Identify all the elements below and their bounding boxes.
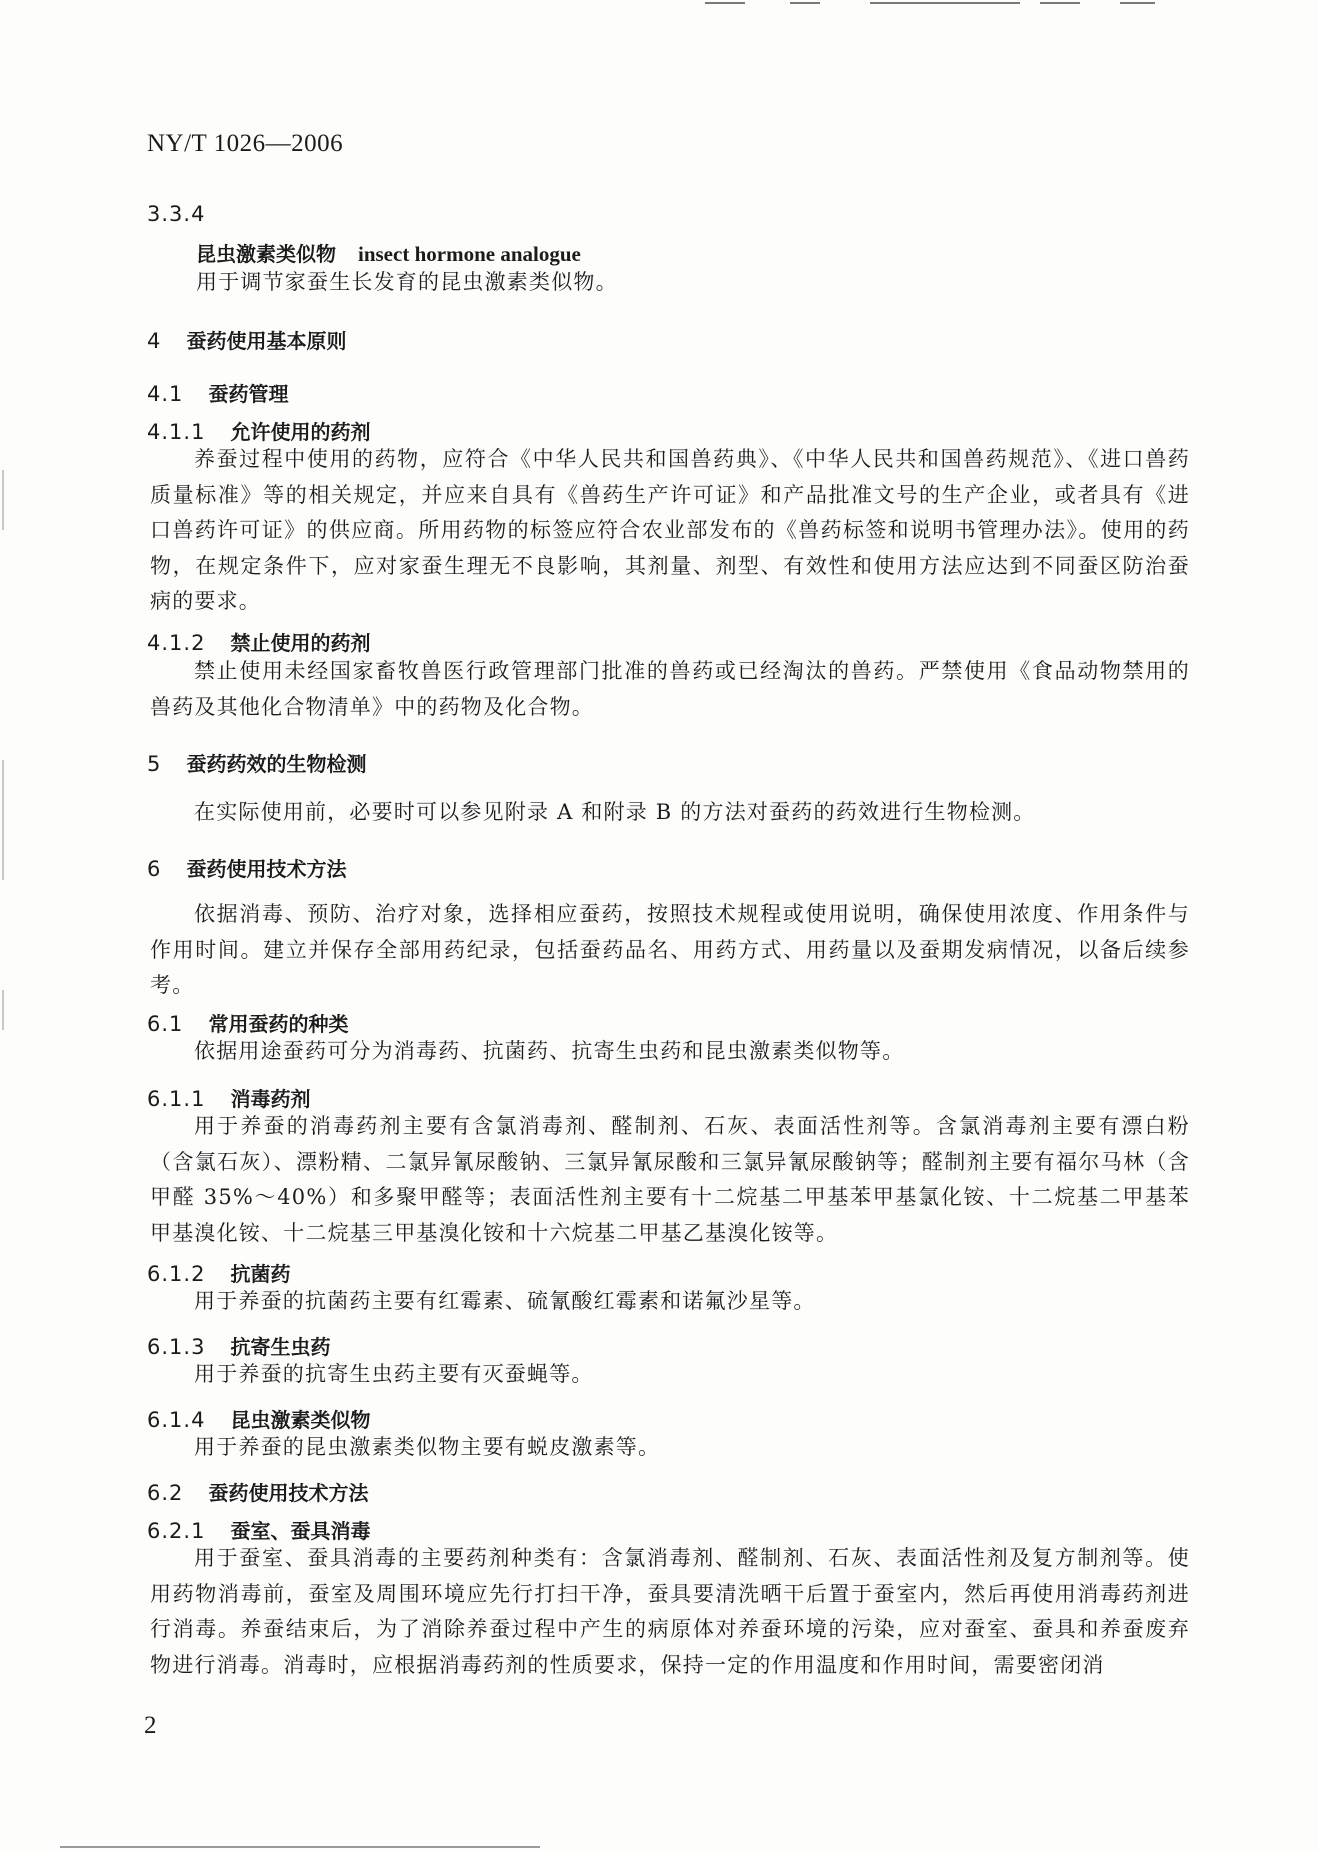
section-6-2-1-body: [150, 1541, 1190, 1683]
section-title: 蚕室、蚕具消毒: [230, 1519, 371, 1543]
section-number: 6.1.1: [147, 1087, 206, 1111]
section-title: 禁止使用的药剂: [230, 631, 371, 655]
section-4-1-1-heading: [147, 416, 371, 445]
scan-mark: [60, 1846, 540, 1848]
paragraph: 用于养蚕的消毒药剂主要有含氯消毒剂、醛制剂、石灰、表面活性剂等。含氯消毒剂主要有漂白粉（含氯石灰）、漂粉精、二氯异氰尿酸钠、三氯异氰尿酸和三氯异氰尿酸钠等；醛制剂主要有福尔马林（含甲醛 35%～40%）和多聚甲醛等；表面活性剂主要有十二烷基二甲基苯甲基氯化铵、十二烷基二甲基苯甲基溴化铵、十二烷基三甲基溴化铵和十六烷基二甲基乙基溴化铵等。: [150, 1114, 1190, 1245]
scan-edge: [2, 470, 4, 530]
section-6-2-1-heading: [147, 1515, 371, 1544]
section-4-1-2-body: [150, 654, 1190, 725]
section-6-1-4-body: [150, 1430, 1190, 1466]
scan-mark: [705, 2, 745, 4]
section-5-heading: [147, 748, 366, 777]
term-entry: [196, 238, 581, 267]
section-number: 4.1.2: [147, 631, 206, 655]
term-definition: 用于调节家蚕生长发育的昆虫激素类似物。: [196, 270, 618, 294]
term-en: insect hormone analogue: [358, 242, 581, 266]
section-title: 允许使用的药剂: [230, 420, 371, 444]
section-number: 6.2.1: [147, 1519, 206, 1543]
section-number: 6.1.4: [147, 1408, 206, 1432]
section-title: 抗菌药: [230, 1262, 291, 1286]
scan-mark: [870, 2, 1020, 4]
scan-mark: [790, 2, 820, 4]
section-number: 6: [147, 857, 162, 881]
section-title: 蚕药药效的生物检测: [186, 752, 367, 776]
section-6-1-1-body: [150, 1109, 1190, 1251]
section-4-heading: [147, 325, 346, 354]
section-number: 4.1: [147, 382, 184, 406]
paragraph: 养蚕过程中使用的药物，应符合《中华人民共和国兽药典》、《中华人民共和国兽药规范》、《进口兽药质量标准》等的相关规定，并应来自具有《兽药生产许可证》和产品批准文号的生产企业，或者具有《进口兽药许可证》的供应商。所用药物的标签应符合农业部发布的《兽药标签和说明书管理办法》。使用的药物，在规定条件下，应对家蚕生理无不良影响，其剂量、剂型、有效性和使用方法应达到不同蚕区防治蚕病的要求。: [150, 447, 1190, 614]
paragraph: 用于养蚕的昆虫激素类似物主要有蜕皮激素等。: [194, 1435, 661, 1459]
paragraph: 依据用途蚕药可分为消毒药、抗菌药、抗寄生虫药和昆虫激素类似物等。: [194, 1039, 905, 1063]
section-6-1-2-heading: [147, 1258, 291, 1287]
section-4-1-2-heading: [147, 627, 371, 656]
section-title: 昆虫激素类似物: [230, 1408, 371, 1432]
section-4-1-1-body: [150, 442, 1190, 620]
paragraph: 在实际使用前，必要时可以参见附录 A 和附录 B 的方法对蚕药的药效进行生物检测。: [194, 800, 1036, 824]
scan-edge: [2, 990, 4, 1030]
document-code: NY/T 1026—2006: [147, 130, 344, 157]
term-zh: 昆虫激素类似物: [196, 242, 336, 266]
section-6-1-2-body: [150, 1284, 1190, 1320]
page-number: 2: [144, 1712, 157, 1739]
section-title: 蚕药使用基本原则: [186, 329, 347, 353]
paragraph: 用于养蚕的抗菌药主要有红霉素、硫氰酸红霉素和诺氟沙星等。: [194, 1289, 816, 1313]
section-6-1-3-body: [150, 1357, 1190, 1393]
section-6-1-3-heading: [147, 1331, 331, 1360]
section-6-1-body: [150, 1034, 1190, 1070]
section-title: 蚕药管理: [208, 382, 289, 406]
section-number: 5: [147, 752, 162, 776]
section-title: 蚕药使用技术方法: [186, 857, 347, 881]
section-6-1-4-heading: [147, 1404, 371, 1433]
section-title: 常用蚕药的种类: [208, 1012, 349, 1036]
section-6-2-heading: [147, 1477, 369, 1506]
paragraph: 依据消毒、预防、治疗对象，选择相应蚕药，按照技术规程或使用说明，确保使用浓度、作用条件与作用时间。建立并保存全部用药纪录，包括蚕药品名、用药方式、用药量以及蚕期发病情况，以备后续参考。: [150, 902, 1190, 998]
section-title: 抗寄生虫药: [230, 1335, 331, 1359]
paragraph: 用于养蚕的抗寄生虫药主要有灭蚕蝇等。: [194, 1362, 594, 1386]
section-number: 6.1.2: [147, 1262, 206, 1286]
section-number: 6.2: [147, 1481, 184, 1505]
paragraph: 用于蚕室、蚕具消毒的主要药剂种类有：含氯消毒剂、醛制剂、石灰、表面活性剂及复方制剂等。使用药物消毒前，蚕室及周围环境应先行打扫干净，蚕具要清洗晒干后置于蚕室内，然后再使用消毒药剂进行消毒。养蚕结束后，为了消除养蚕过程中产生的病原体对养蚕环境的污染，应对蚕室、蚕具和养蚕废弃物进行消毒。消毒时，应根据消毒药剂的性质要求，保持一定的作用温度和作用时间，需要密闭消: [150, 1546, 1190, 1677]
section-number: 4.1.1: [147, 420, 206, 444]
scan-mark: [1040, 2, 1080, 4]
section-6-body: [150, 897, 1190, 1004]
section-number: 6.1.3: [147, 1335, 206, 1359]
section-title: 蚕药使用技术方法: [208, 1481, 369, 1505]
section-number: 4: [147, 329, 162, 353]
scan-mark: [1120, 2, 1155, 4]
section-6-heading: [147, 853, 346, 882]
scan-edge: [2, 760, 4, 880]
section-6-1-heading: [147, 1008, 349, 1037]
section-6-1-1-heading: [147, 1083, 311, 1112]
section-number: 6.1: [147, 1012, 184, 1036]
section-title: 消毒药剂: [230, 1087, 311, 1111]
paragraph: 禁止使用未经国家畜牧兽医行政管理部门批准的兽药或已经淘汰的兽药。严禁使用《食品动物禁用的兽药及其他化合物清单》中的药物及化合物。: [150, 659, 1190, 719]
section-number-3-3-4: 3.3.4: [147, 202, 206, 226]
section-4-1-heading: [147, 378, 289, 407]
section-5-body: [150, 795, 1190, 831]
